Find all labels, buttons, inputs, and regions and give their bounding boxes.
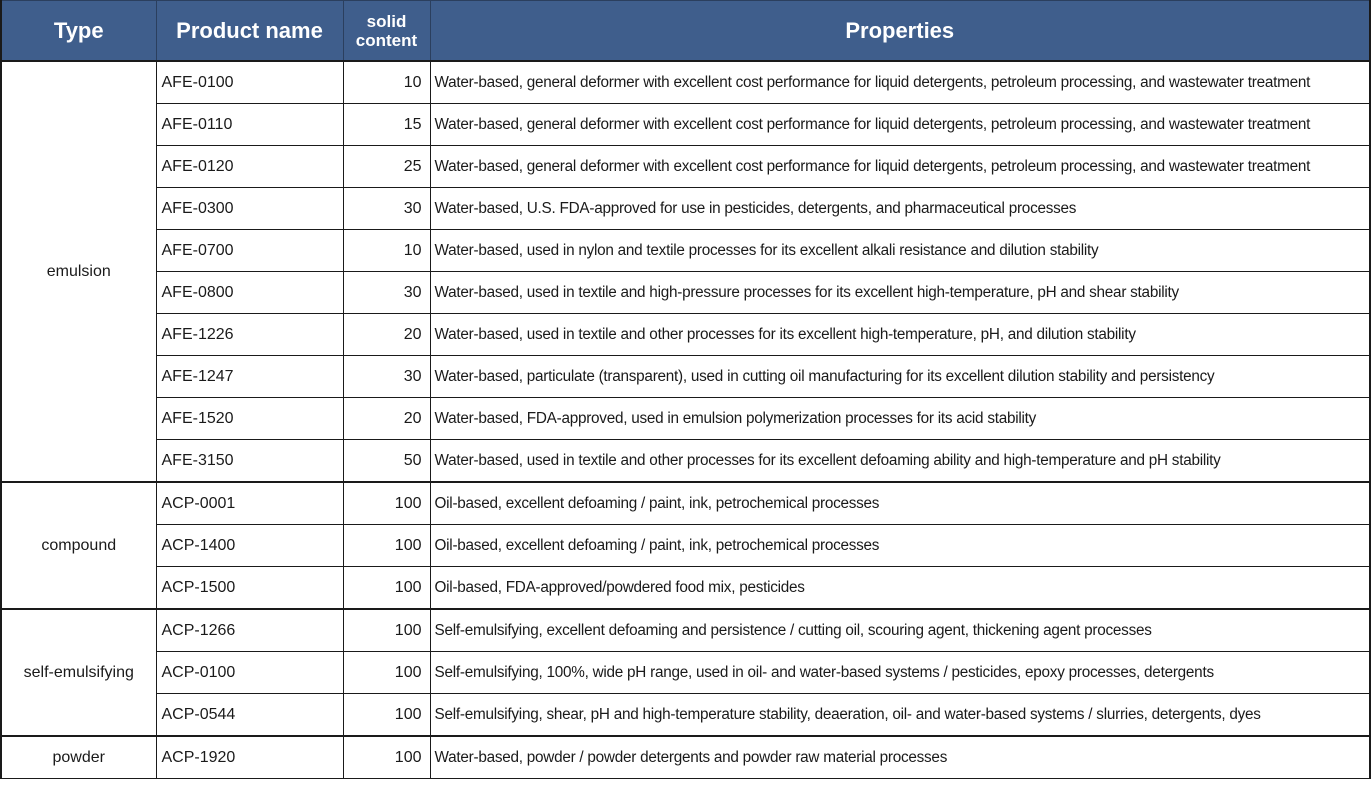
table-header	[1, 1, 1370, 62]
type-cell: self-emulsifying	[1, 609, 156, 736]
product-name-cell: AFE-0100	[156, 61, 343, 104]
table-row	[1, 652, 1370, 694]
product-name-cell: AFE-1247	[156, 356, 343, 398]
solid-content-cell: 50	[343, 440, 430, 483]
solid-content-cell: 100	[343, 736, 430, 779]
table-row	[1, 104, 1370, 146]
solid-content-cell: 100	[343, 482, 430, 525]
properties-cell: Oil-based, FDA-approved/powdered food mix, pesticides	[430, 567, 1370, 610]
table-row	[1, 440, 1370, 483]
product-name-cell: AFE-0700	[156, 230, 343, 272]
solid-content-cell: 20	[343, 398, 430, 440]
table-row	[1, 272, 1370, 314]
table-row	[1, 61, 1370, 104]
type-cell: emulsion	[1, 61, 156, 482]
solid-content-cell: 100	[343, 694, 430, 737]
table-row	[1, 230, 1370, 272]
table-row	[1, 398, 1370, 440]
table-row	[1, 188, 1370, 230]
properties-cell: Self-emulsifying, excellent defoaming and persistence / cutting oil, scouring agent, thickening agent processes	[430, 609, 1370, 652]
properties-cell: Self-emulsifying, 100%, wide pH range, used in oil- and water-based systems / pesticides, epoxy processes, detergents	[430, 652, 1370, 694]
properties-cell: Water-based, used in textile and high-pressure processes for its excellent high-temperature, pH and shear stability	[430, 272, 1370, 314]
solid-content-cell: 15	[343, 104, 430, 146]
header-solid-content-text: solid content	[355, 11, 418, 50]
product-name-cell: ACP-1266	[156, 609, 343, 652]
solid-content-cell: 30	[343, 188, 430, 230]
product-name-cell: ACP-1400	[156, 525, 343, 567]
table-row	[1, 736, 1370, 779]
product-name-cell: ACP-0001	[156, 482, 343, 525]
header-properties: Properties	[430, 1, 1370, 62]
solid-content-cell: 100	[343, 525, 430, 567]
product-name-cell: AFE-0110	[156, 104, 343, 146]
properties-cell: Water-based, general deformer with excellent cost performance for liquid detergents, petroleum processing, and wastewater treatment	[430, 61, 1370, 104]
table-row	[1, 314, 1370, 356]
header-solid-content	[343, 1, 430, 62]
product-name-cell: ACP-1920	[156, 736, 343, 779]
header-type: Type	[1, 1, 156, 62]
properties-cell: Water-based, U.S. FDA-approved for use in pesticides, detergents, and pharmaceutical processes	[430, 188, 1370, 230]
table-row	[1, 356, 1370, 398]
product-name-cell: AFE-3150	[156, 440, 343, 483]
properties-cell: Oil-based, excellent defoaming / paint, ink, petrochemical processes	[430, 482, 1370, 525]
table-row	[1, 567, 1370, 610]
properties-cell: Water-based, used in textile and other processes for its excellent defoaming ability and high-temperature and pH stability	[430, 440, 1370, 483]
table-row	[1, 609, 1370, 652]
type-cell: powder	[1, 736, 156, 779]
solid-content-cell: 25	[343, 146, 430, 188]
solid-content-cell: 100	[343, 609, 430, 652]
table-row	[1, 525, 1370, 567]
header-row	[1, 1, 1370, 62]
type-cell: compound	[1, 482, 156, 609]
product-name-cell: AFE-1520	[156, 398, 343, 440]
product-name-cell: ACP-0544	[156, 694, 343, 737]
properties-cell: Water-based, used in textile and other processes for its excellent high-temperature, pH, and dilution stability	[430, 314, 1370, 356]
table-row	[1, 146, 1370, 188]
properties-cell: Water-based, used in nylon and textile processes for its excellent alkali resistance and dilution stability	[430, 230, 1370, 272]
properties-cell: Water-based, general deformer with excellent cost performance for liquid detergents, petroleum processing, and wastewater treatment	[430, 146, 1370, 188]
product-name-cell: AFE-0120	[156, 146, 343, 188]
properties-cell: Water-based, FDA-approved, used in emulsion polymerization processes for its acid stability	[430, 398, 1370, 440]
solid-content-cell: 10	[343, 230, 430, 272]
product-name-cell: ACP-0100	[156, 652, 343, 694]
table-body	[1, 61, 1370, 779]
properties-cell: Water-based, particulate (transparent), used in cutting oil manufacturing for its excellent dilution stability and persistency	[430, 356, 1370, 398]
header-product-name: Product name	[156, 1, 343, 62]
solid-content-cell: 100	[343, 567, 430, 610]
solid-content-cell: 10	[343, 61, 430, 104]
table-row	[1, 482, 1370, 525]
solid-content-cell: 30	[343, 272, 430, 314]
solid-content-cell: 100	[343, 652, 430, 694]
properties-cell: Water-based, general deformer with excellent cost performance for liquid detergents, petroleum processing, and wastewater treatment	[430, 104, 1370, 146]
product-name-cell: AFE-0800	[156, 272, 343, 314]
product-name-cell: AFE-1226	[156, 314, 343, 356]
properties-cell: Water-based, powder / powder detergents and powder raw material processes	[430, 736, 1370, 779]
product-name-cell: ACP-1500	[156, 567, 343, 610]
properties-cell: Oil-based, excellent defoaming / paint, ink, petrochemical processes	[430, 525, 1370, 567]
solid-content-cell: 30	[343, 356, 430, 398]
product-name-cell: AFE-0300	[156, 188, 343, 230]
table-row	[1, 694, 1370, 737]
properties-cell: Self-emulsifying, shear, pH and high-temperature stability, deaeration, oil- and water-based systems / slurries, detergents, dyes	[430, 694, 1370, 737]
solid-content-cell: 20	[343, 314, 430, 356]
